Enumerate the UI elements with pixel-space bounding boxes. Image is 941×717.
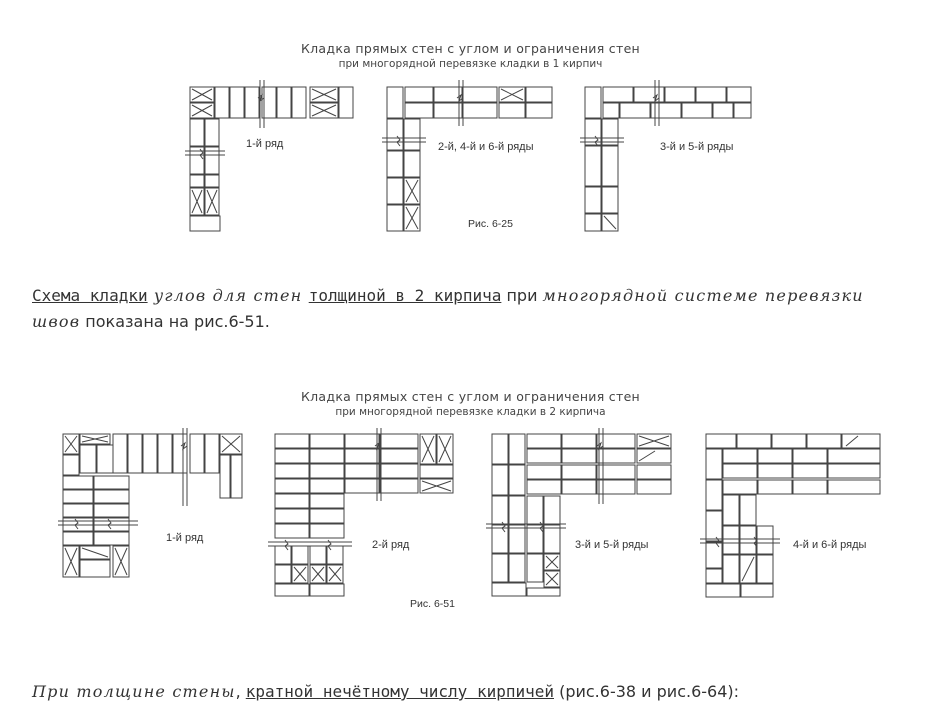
paragraph-corner-scheme: Схема кладки углов для стен толщиной в 2 кирпича при многорядной системе перевязки швов показана на рис.6-51.: [32, 286, 864, 331]
link-odd-brick-count[interactable]: кратной нечётному числу кирпичей: [245, 682, 554, 701]
figure-title: Кладка прямых стен с углом и ограничения стен: [300, 41, 641, 56]
figure-6-25: [0, 38, 941, 238]
label-row1: 1-й ряд: [246, 138, 284, 150]
masonry-drawing-2brick: [0, 386, 941, 626]
diagram2-row2: [268, 428, 453, 596]
figure-6-51: [0, 386, 941, 626]
label-row2: 2-й ряд: [372, 539, 410, 551]
label-row4-6: 4-й и 6-й ряды: [793, 539, 867, 551]
diagram-row1: [185, 80, 353, 231]
diagram-row2: [382, 80, 552, 231]
label-row3-5: 3-й и 5-й ряды: [660, 141, 734, 153]
figure-title: Кладка прямых стен с углом и ограничения стен: [300, 389, 641, 404]
diagram-row3: [580, 80, 751, 231]
label-row1: 1-й ряд: [166, 532, 204, 544]
link-masonry-scheme[interactable]: Схема кладки: [32, 286, 148, 305]
figure-caption: Рис. 6-25: [468, 218, 513, 230]
diagram2-row4: [700, 434, 880, 597]
label-row2-4-6: 2-й, 4-й и 6-й ряды: [438, 141, 534, 153]
figure-subtitle: при многорядной перевязке кладки в 1 кирпич: [338, 58, 603, 70]
figure-caption: Рис. 6-51: [410, 598, 455, 610]
figure-subtitle: при многорядной перевязке кладки в 2 кирпича: [335, 406, 606, 418]
masonry-drawing-1brick: [0, 38, 941, 238]
paragraph-odd-thickness: При толщине стены, кратной нечётному числу кирпичей (рис.6-38 и рис.6-64):: [32, 682, 740, 701]
label-row3-5: 3-й и 5-й ряды: [575, 539, 649, 551]
diagram2-row3: [486, 428, 671, 596]
diagram2-row1: [58, 428, 242, 577]
link-2-brick-thickness[interactable]: толщиной в 2 кирпича: [308, 286, 502, 305]
